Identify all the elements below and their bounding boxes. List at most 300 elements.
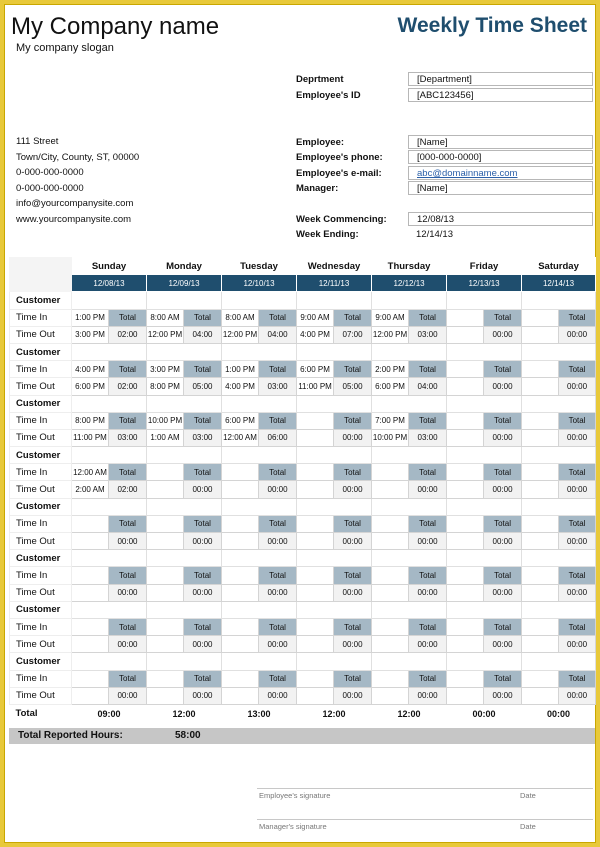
time-in-cell[interactable] bbox=[447, 309, 484, 326]
day-header: Sunday bbox=[72, 258, 147, 275]
time-out-cell[interactable] bbox=[147, 636, 184, 653]
time-in-cell[interactable] bbox=[447, 618, 484, 635]
time-in-cell[interactable]: 1:00 PM bbox=[72, 309, 109, 326]
time-out-row bbox=[10, 378, 596, 395]
total-value-cell: 00:00 bbox=[559, 326, 596, 343]
customer-cell[interactable] bbox=[147, 292, 222, 309]
time-out-cell[interactable]: 12:00 PM bbox=[372, 326, 409, 343]
customer-cell[interactable] bbox=[147, 343, 222, 360]
total-label-cell: Total bbox=[184, 670, 222, 687]
customer-cell[interactable] bbox=[447, 498, 522, 515]
time-out-cell[interactable] bbox=[522, 429, 559, 446]
time-in-cell[interactable] bbox=[372, 464, 409, 481]
time-out-label: Time Out bbox=[10, 533, 72, 550]
customer-row bbox=[10, 395, 596, 412]
total-value-cell: 00:00 bbox=[334, 533, 372, 550]
time-in-cell[interactable]: 3:00 PM bbox=[147, 361, 184, 378]
time-in-cell[interactable] bbox=[522, 670, 559, 687]
total-value-cell: 00:00 bbox=[259, 687, 297, 704]
total-label-cell: Total bbox=[484, 464, 522, 481]
customer-row bbox=[10, 498, 596, 515]
time-out-cell[interactable] bbox=[447, 378, 484, 395]
time-in-cell[interactable] bbox=[522, 309, 559, 326]
time-in-cell[interactable] bbox=[447, 464, 484, 481]
employee-signature-label: Employee's signature bbox=[259, 791, 331, 800]
customer-cell[interactable] bbox=[447, 447, 522, 464]
time-in-cell[interactable] bbox=[372, 515, 409, 532]
customer-label: Customer bbox=[10, 343, 72, 360]
time-in-cell[interactable] bbox=[447, 567, 484, 584]
time-out-cell[interactable]: 10:00 PM bbox=[372, 429, 409, 446]
total-value-cell: 00:00 bbox=[484, 636, 522, 653]
time-out-cell[interactable] bbox=[222, 636, 259, 653]
time-in-cell[interactable] bbox=[447, 361, 484, 378]
customer-cell[interactable] bbox=[522, 601, 596, 618]
time-out-cell[interactable] bbox=[372, 533, 409, 550]
total-label-cell: Total bbox=[259, 567, 297, 584]
total-label-cell: Total bbox=[259, 618, 297, 635]
time-out-cell[interactable] bbox=[522, 687, 559, 704]
time-in-cell[interactable] bbox=[297, 567, 334, 584]
time-in-cell[interactable]: 8:00 AM bbox=[222, 309, 259, 326]
total-label-cell: Total bbox=[484, 618, 522, 635]
grid-corner bbox=[10, 275, 72, 292]
customer-cell[interactable] bbox=[372, 395, 447, 412]
time-out-label: Time Out bbox=[10, 481, 72, 498]
time-in-row bbox=[10, 464, 596, 481]
time-in-label: Time In bbox=[10, 464, 72, 481]
customer-label: Customer bbox=[10, 447, 72, 464]
time-out-cell[interactable] bbox=[222, 584, 259, 601]
time-in-cell[interactable] bbox=[522, 567, 559, 584]
total-value-cell: 00:00 bbox=[259, 533, 297, 550]
time-in-row bbox=[10, 412, 596, 429]
total-value-cell: 00:00 bbox=[409, 636, 447, 653]
time-in-cell[interactable] bbox=[72, 567, 109, 584]
time-in-cell[interactable] bbox=[372, 567, 409, 584]
total-label-cell: Total bbox=[259, 412, 297, 429]
manager-field[interactable]: [Name] bbox=[408, 181, 593, 195]
time-out-cell[interactable] bbox=[147, 481, 184, 498]
time-out-cell[interactable] bbox=[522, 533, 559, 550]
time-in-cell[interactable] bbox=[147, 464, 184, 481]
total-value-cell: 05:00 bbox=[334, 378, 372, 395]
total-value-cell: 03:00 bbox=[184, 429, 222, 446]
total-value-cell: 00:00 bbox=[484, 533, 522, 550]
customer-cell[interactable] bbox=[522, 498, 596, 515]
customer-cell[interactable] bbox=[222, 498, 297, 515]
customer-cell[interactable] bbox=[297, 653, 372, 670]
time-out-cell[interactable]: 4:00 PM bbox=[297, 326, 334, 343]
customer-cell[interactable] bbox=[72, 498, 147, 515]
total-label-cell: Total bbox=[334, 309, 372, 326]
time-out-cell[interactable] bbox=[522, 481, 559, 498]
total-value-cell: 00:00 bbox=[334, 636, 372, 653]
total-label-cell: Total bbox=[109, 670, 147, 687]
manager-signature-label: Manager's signature bbox=[259, 822, 327, 831]
total-label-cell: Total bbox=[109, 515, 147, 532]
total-value-cell: 00:00 bbox=[184, 687, 222, 704]
total-label-cell: Total bbox=[409, 412, 447, 429]
week-ending-value[interactable]: 12/14/13 bbox=[416, 229, 453, 240]
time-in-cell[interactable] bbox=[297, 412, 334, 429]
customer-cell[interactable] bbox=[72, 601, 147, 618]
customer-cell[interactable] bbox=[147, 498, 222, 515]
total-reported-hours-value: 58:00 bbox=[175, 730, 201, 741]
employee-phone-label: Employee's phone: bbox=[296, 152, 383, 163]
date-header: 12/13/13 bbox=[447, 275, 522, 292]
time-in-cell[interactable] bbox=[72, 670, 109, 687]
time-in-cell[interactable] bbox=[447, 515, 484, 532]
total-label-cell: Total bbox=[334, 567, 372, 584]
time-out-cell[interactable] bbox=[297, 533, 334, 550]
customer-cell[interactable] bbox=[222, 395, 297, 412]
time-out-cell[interactable] bbox=[372, 481, 409, 498]
total-value-cell: 00:00 bbox=[484, 584, 522, 601]
customer-row bbox=[10, 653, 596, 670]
time-in-cell[interactable] bbox=[522, 618, 559, 635]
employee-field[interactable]: [Name] bbox=[408, 135, 593, 149]
time-out-cell[interactable]: 11:00 PM bbox=[72, 429, 109, 446]
day-totals-row bbox=[10, 704, 596, 722]
time-out-cell[interactable]: 2:00 AM bbox=[72, 481, 109, 498]
time-out-cell[interactable] bbox=[222, 687, 259, 704]
customer-cell[interactable] bbox=[447, 653, 522, 670]
manager-label: Manager: bbox=[296, 183, 339, 194]
time-out-row bbox=[10, 636, 596, 653]
total-label-cell: Total bbox=[409, 361, 447, 378]
customer-cell[interactable] bbox=[72, 653, 147, 670]
time-in-cell[interactable] bbox=[147, 618, 184, 635]
time-in-cell[interactable] bbox=[522, 412, 559, 429]
time-in-cell[interactable] bbox=[222, 567, 259, 584]
customer-cell[interactable] bbox=[222, 550, 297, 567]
time-in-label: Time In bbox=[10, 412, 72, 429]
time-out-label: Time Out bbox=[10, 687, 72, 704]
time-in-cell[interactable]: 2:00 PM bbox=[372, 361, 409, 378]
customer-label: Customer bbox=[10, 601, 72, 618]
customer-cell[interactable] bbox=[447, 601, 522, 618]
customer-cell[interactable] bbox=[297, 447, 372, 464]
customer-cell[interactable] bbox=[72, 447, 147, 464]
customer-cell[interactable] bbox=[522, 550, 596, 567]
employee-phone-field[interactable]: [000-000-0000] bbox=[408, 150, 593, 164]
customer-cell[interactable] bbox=[447, 343, 522, 360]
customer-cell[interactable] bbox=[522, 343, 596, 360]
time-out-cell[interactable]: 4:00 PM bbox=[222, 378, 259, 395]
customer-cell[interactable] bbox=[297, 292, 372, 309]
total-value-cell: 00:00 bbox=[259, 584, 297, 601]
customer-label: Customer bbox=[10, 498, 72, 515]
total-value-cell: 00:00 bbox=[184, 481, 222, 498]
time-out-cell[interactable] bbox=[372, 584, 409, 601]
day-total: 12:00 bbox=[397, 708, 421, 719]
date-header: 12/08/13 bbox=[72, 275, 147, 292]
total-value-cell: 00:00 bbox=[109, 687, 147, 704]
customer-cell[interactable] bbox=[372, 498, 447, 515]
total-value-cell: 00:00 bbox=[409, 584, 447, 601]
customer-cell[interactable] bbox=[147, 550, 222, 567]
customer-cell[interactable] bbox=[222, 653, 297, 670]
time-in-cell[interactable]: 8:00 PM bbox=[72, 412, 109, 429]
total-value-cell: 00:00 bbox=[334, 584, 372, 601]
time-out-cell[interactable] bbox=[222, 481, 259, 498]
time-in-cell[interactable] bbox=[147, 515, 184, 532]
customer-cell[interactable] bbox=[447, 395, 522, 412]
customer-cell[interactable] bbox=[147, 653, 222, 670]
employee-id-field[interactable]: [ABC123456] bbox=[408, 88, 593, 102]
time-in-cell[interactable]: 9:00 AM bbox=[297, 309, 334, 326]
total-label-cell: Total bbox=[184, 567, 222, 584]
customer-cell[interactable] bbox=[297, 601, 372, 618]
customer-cell[interactable] bbox=[372, 447, 447, 464]
time-out-label: Time Out bbox=[10, 429, 72, 446]
employee-date-label: Date bbox=[520, 791, 536, 800]
total-label-cell: Total bbox=[559, 670, 596, 687]
total-label-cell: Total bbox=[409, 464, 447, 481]
employee-email-field[interactable]: abc@domainname.com bbox=[408, 166, 593, 180]
total-value-cell: 00:00 bbox=[184, 533, 222, 550]
total-reported-hours-label: Total Reported Hours: bbox=[18, 730, 123, 741]
total-label-cell: Total bbox=[184, 618, 222, 635]
time-out-cell[interactable] bbox=[72, 687, 109, 704]
time-out-cell[interactable] bbox=[447, 533, 484, 550]
total-label-cell: Total bbox=[409, 670, 447, 687]
total-value-cell: 00:00 bbox=[484, 429, 522, 446]
time-out-cell[interactable] bbox=[72, 533, 109, 550]
total-value-cell: 00:00 bbox=[559, 687, 596, 704]
time-out-cell[interactable] bbox=[447, 326, 484, 343]
department-field[interactable]: [Department] bbox=[408, 72, 593, 86]
time-in-cell[interactable]: 10:00 PM bbox=[147, 412, 184, 429]
total-value-cell: 07:00 bbox=[334, 326, 372, 343]
customer-cell[interactable] bbox=[147, 447, 222, 464]
time-out-cell[interactable] bbox=[72, 584, 109, 601]
time-out-cell[interactable] bbox=[297, 584, 334, 601]
time-in-cell[interactable] bbox=[522, 361, 559, 378]
time-out-cell[interactable] bbox=[372, 636, 409, 653]
total-value-cell: 03:00 bbox=[109, 429, 147, 446]
time-in-cell[interactable] bbox=[297, 515, 334, 532]
customer-cell[interactable] bbox=[222, 292, 297, 309]
time-in-cell[interactable]: 4:00 PM bbox=[72, 361, 109, 378]
customer-cell[interactable] bbox=[372, 292, 447, 309]
time-in-cell[interactable] bbox=[222, 464, 259, 481]
customer-cell[interactable] bbox=[147, 395, 222, 412]
time-out-cell[interactable] bbox=[522, 326, 559, 343]
total-value-cell: 00:00 bbox=[109, 533, 147, 550]
customer-cell[interactable] bbox=[297, 550, 372, 567]
total-value-cell: 00:00 bbox=[184, 584, 222, 601]
customer-cell[interactable] bbox=[222, 343, 297, 360]
time-out-cell[interactable]: 12:00 PM bbox=[222, 326, 259, 343]
total-label-cell: Total bbox=[184, 515, 222, 532]
time-in-cell[interactable] bbox=[72, 515, 109, 532]
date-header: 12/09/13 bbox=[147, 275, 222, 292]
total-value-cell: 00:00 bbox=[559, 533, 596, 550]
total-value-cell: 03:00 bbox=[409, 326, 447, 343]
time-out-cell[interactable] bbox=[447, 687, 484, 704]
time-out-cell[interactable] bbox=[297, 687, 334, 704]
time-in-cell[interactable]: 1:00 PM bbox=[222, 361, 259, 378]
total-label-cell: Total bbox=[484, 670, 522, 687]
total-label-cell: Total bbox=[484, 309, 522, 326]
time-out-cell[interactable] bbox=[72, 636, 109, 653]
customer-cell[interactable] bbox=[522, 395, 596, 412]
time-out-cell[interactable] bbox=[522, 378, 559, 395]
time-in-cell[interactable]: 7:00 PM bbox=[372, 412, 409, 429]
customer-cell[interactable] bbox=[372, 550, 447, 567]
time-in-cell[interactable] bbox=[522, 464, 559, 481]
total-label-cell: Total bbox=[109, 361, 147, 378]
day-header: Wednesday bbox=[297, 258, 372, 275]
time-in-cell[interactable] bbox=[72, 618, 109, 635]
time-in-cell[interactable]: 8:00 AM bbox=[147, 309, 184, 326]
time-in-cell[interactable] bbox=[222, 670, 259, 687]
time-out-cell[interactable] bbox=[447, 429, 484, 446]
time-out-cell[interactable]: 12:00 AM bbox=[222, 429, 259, 446]
customer-cell[interactable] bbox=[372, 343, 447, 360]
total-reported-hours-bar bbox=[9, 728, 595, 744]
total-label-cell: Total bbox=[109, 309, 147, 326]
time-in-cell[interactable]: 9:00 AM bbox=[372, 309, 409, 326]
time-out-cell[interactable]: 6:00 PM bbox=[72, 378, 109, 395]
time-in-cell[interactable] bbox=[447, 670, 484, 687]
total-value-cell: 05:00 bbox=[184, 378, 222, 395]
total-value-cell: 00:00 bbox=[484, 687, 522, 704]
time-out-row bbox=[10, 326, 596, 343]
time-in-cell[interactable] bbox=[372, 618, 409, 635]
time-in-cell[interactable] bbox=[522, 515, 559, 532]
time-in-cell[interactable]: 12:00 AM bbox=[72, 464, 109, 481]
employee-signature-line bbox=[257, 788, 593, 789]
time-out-cell[interactable]: 1:00 AM bbox=[147, 429, 184, 446]
time-in-cell[interactable] bbox=[147, 670, 184, 687]
customer-cell[interactable] bbox=[522, 292, 596, 309]
time-out-cell[interactable]: 12:00 PM bbox=[147, 326, 184, 343]
customer-cell[interactable] bbox=[297, 343, 372, 360]
address-phone-1: 0-000-000-0000 bbox=[16, 167, 84, 178]
customer-cell[interactable] bbox=[447, 292, 522, 309]
time-out-cell[interactable] bbox=[447, 584, 484, 601]
time-in-cell[interactable] bbox=[222, 618, 259, 635]
total-value-cell: 02:00 bbox=[109, 378, 147, 395]
time-in-cell[interactable] bbox=[297, 670, 334, 687]
total-value-cell: 06:00 bbox=[259, 429, 297, 446]
total-label-cell: Total bbox=[259, 309, 297, 326]
total-label-cell: Total bbox=[484, 361, 522, 378]
time-out-cell[interactable] bbox=[297, 429, 334, 446]
time-grid bbox=[9, 257, 595, 722]
time-in-cell[interactable] bbox=[372, 670, 409, 687]
time-out-cell[interactable] bbox=[372, 687, 409, 704]
time-out-cell[interactable] bbox=[522, 584, 559, 601]
day-header: Friday bbox=[447, 258, 522, 275]
customer-cell[interactable] bbox=[297, 395, 372, 412]
day-total: 00:00 bbox=[547, 708, 571, 719]
total-label-cell: Total bbox=[559, 309, 596, 326]
time-in-cell[interactable] bbox=[222, 515, 259, 532]
customer-cell[interactable] bbox=[372, 653, 447, 670]
customer-cell[interactable] bbox=[297, 498, 372, 515]
time-in-cell[interactable] bbox=[147, 567, 184, 584]
total-label-cell: Total bbox=[409, 567, 447, 584]
customer-cell[interactable] bbox=[522, 447, 596, 464]
time-out-cell[interactable] bbox=[147, 687, 184, 704]
customer-cell[interactable] bbox=[522, 653, 596, 670]
time-out-row bbox=[10, 584, 596, 601]
time-in-cell[interactable]: 6:00 PM bbox=[297, 361, 334, 378]
time-out-cell[interactable] bbox=[447, 481, 484, 498]
total-label-cell: Total bbox=[334, 515, 372, 532]
customer-cell[interactable] bbox=[72, 292, 147, 309]
time-out-row bbox=[10, 687, 596, 704]
total-label-cell: Total bbox=[109, 567, 147, 584]
total-label-cell: Total bbox=[334, 670, 372, 687]
total-value-cell: 03:00 bbox=[259, 378, 297, 395]
date-header-row bbox=[10, 275, 596, 292]
time-out-label: Time Out bbox=[10, 636, 72, 653]
time-in-row bbox=[10, 567, 596, 584]
time-out-cell[interactable]: 6:00 PM bbox=[372, 378, 409, 395]
time-in-cell[interactable] bbox=[447, 412, 484, 429]
total-value-cell: 04:00 bbox=[184, 326, 222, 343]
customer-cell[interactable] bbox=[372, 601, 447, 618]
customer-cell[interactable] bbox=[72, 395, 147, 412]
time-out-row bbox=[10, 429, 596, 446]
total-value-cell: 02:00 bbox=[109, 326, 147, 343]
week-commencing-field[interactable]: 12/08/13 bbox=[408, 212, 593, 226]
total-value-cell: 00:00 bbox=[484, 326, 522, 343]
day-total: 13:00 bbox=[247, 708, 271, 719]
time-out-cell[interactable] bbox=[222, 533, 259, 550]
customer-cell[interactable] bbox=[147, 601, 222, 618]
company-slogan: My company slogan bbox=[16, 42, 114, 54]
time-out-cell[interactable]: 3:00 PM bbox=[72, 326, 109, 343]
time-out-cell[interactable] bbox=[147, 533, 184, 550]
customer-cell[interactable] bbox=[72, 550, 147, 567]
address-email: info@yourcompanysite.com bbox=[16, 198, 134, 209]
time-out-cell[interactable] bbox=[297, 481, 334, 498]
customer-cell[interactable] bbox=[72, 343, 147, 360]
time-out-label: Time Out bbox=[10, 326, 72, 343]
time-out-cell[interactable] bbox=[447, 636, 484, 653]
time-out-cell[interactable] bbox=[147, 584, 184, 601]
total-value-cell: 00:00 bbox=[484, 378, 522, 395]
customer-cell[interactable] bbox=[222, 447, 297, 464]
time-in-cell[interactable]: 6:00 PM bbox=[222, 412, 259, 429]
total-label-cell: Total bbox=[559, 412, 596, 429]
timesheet-page bbox=[4, 4, 596, 843]
time-out-cell[interactable] bbox=[297, 636, 334, 653]
total-label-cell: Total bbox=[559, 618, 596, 635]
total-label-cell: Total bbox=[484, 515, 522, 532]
customer-cell[interactable] bbox=[447, 550, 522, 567]
time-out-cell[interactable]: 8:00 PM bbox=[147, 378, 184, 395]
customer-label: Customer bbox=[10, 550, 72, 567]
time-in-row bbox=[10, 670, 596, 687]
time-in-cell[interactable] bbox=[297, 464, 334, 481]
time-out-cell[interactable]: 11:00 PM bbox=[297, 378, 334, 395]
time-in-row bbox=[10, 361, 596, 378]
date-header: 12/10/13 bbox=[222, 275, 297, 292]
time-in-cell[interactable] bbox=[297, 618, 334, 635]
customer-cell[interactable] bbox=[222, 601, 297, 618]
total-value-cell: 00:00 bbox=[559, 378, 596, 395]
total-label-cell: Total bbox=[559, 515, 596, 532]
total-label-cell: Total bbox=[184, 412, 222, 429]
time-out-cell[interactable] bbox=[522, 636, 559, 653]
